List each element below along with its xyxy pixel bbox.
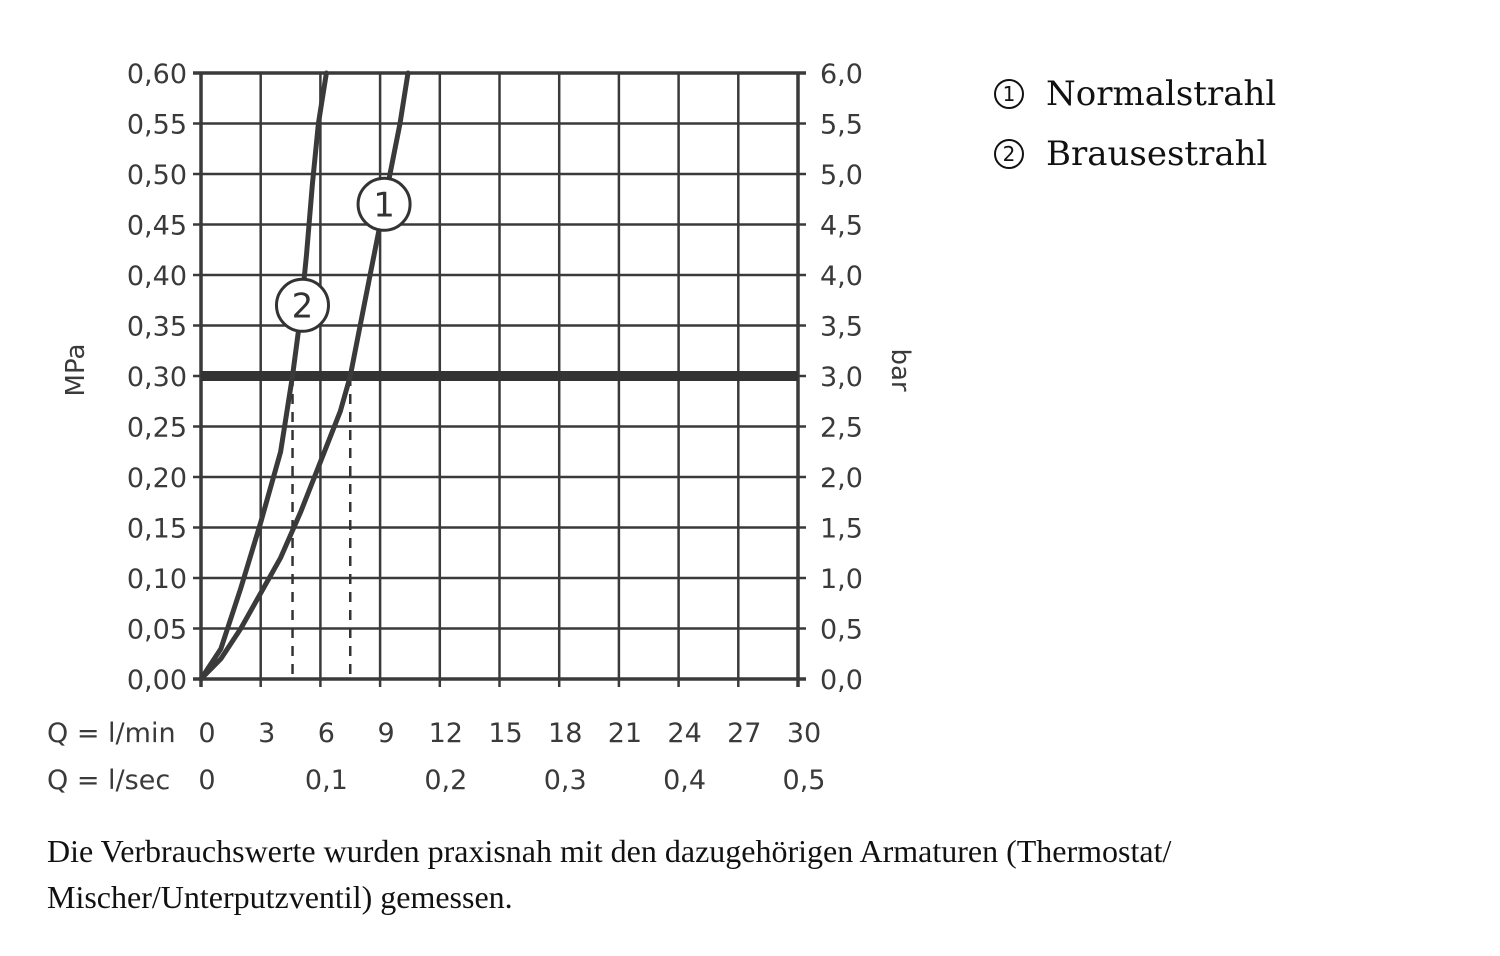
y-left-tick-label: 0,55 <box>126 109 187 141</box>
y-left-tick-label: 0,30 <box>126 362 187 393</box>
series-marker-label-1: 1 <box>373 185 395 226</box>
y-left-tick-label: 0,20 <box>126 463 187 494</box>
y-right-tick-label: 1,5 <box>820 513 863 545</box>
y-right-ticks <box>820 59 863 696</box>
legend-number-icon: 1 <box>994 79 1024 109</box>
legend <box>994 64 1276 184</box>
y-right-tick-label: 1,0 <box>820 564 863 595</box>
x-lmin-tick-label: 27 <box>727 718 762 749</box>
x-lsec-tick-label: 0,2 <box>424 765 468 796</box>
y-left-axis-title: MPa <box>61 343 91 397</box>
y-right-tick-label: 5,5 <box>820 109 863 141</box>
x-lmin-tick-label: 6 <box>317 718 335 749</box>
legend-item-brausestrahl <box>994 124 1276 184</box>
y-left-tick-label: 0,35 <box>126 311 187 343</box>
y-right-tick-label: 4,0 <box>820 261 863 292</box>
series-marker-label-2: 2 <box>291 286 314 327</box>
y-left-tick-label: 0,50 <box>126 160 187 191</box>
x-lmin-tick-label: 24 <box>667 718 702 749</box>
x-lsec-tick-label: 0,3 <box>543 765 587 796</box>
y-right-tick-label: 0,5 <box>820 614 863 646</box>
y-left-tick-label: 0,05 <box>126 614 187 646</box>
legend-number-icon: 2 <box>994 139 1024 169</box>
y-right-tick-label: 3,5 <box>820 311 863 343</box>
y-left-ticks <box>127 59 187 696</box>
y-left-tick-label: 0,40 <box>126 261 187 292</box>
x-lsec-tick-label: 0,5 <box>782 765 826 796</box>
y-left-tick-label: 0,00 <box>126 665 187 696</box>
y-left-tick-label: 0,10 <box>126 564 187 595</box>
y-right-axis-title: bar <box>885 348 915 392</box>
y-right-tick-label: 0,0 <box>820 665 863 696</box>
curve-markers <box>276 178 410 331</box>
legend-label: Normalstrahl <box>1046 74 1277 114</box>
x-ticks-lsec <box>198 765 825 796</box>
y-right-tick-label: 2,5 <box>820 412 863 444</box>
x-ticks-lmin <box>198 718 821 749</box>
y-left-tick-label: 0,60 <box>126 59 187 90</box>
x-lmin-tick-label: 3 <box>258 718 276 749</box>
x-lmin-tick-label: 30 <box>786 718 822 749</box>
y-left-tick-label: 0,15 <box>126 513 187 545</box>
x-lsec-tick-label: 0,1 <box>304 765 348 796</box>
x-lsec-tick-label: 0 <box>198 765 216 796</box>
y-left-tick-label: 0,25 <box>126 412 187 444</box>
legend-item-normalstrahl <box>994 64 1276 124</box>
legend-label: Brausestrahl <box>1046 134 1268 174</box>
x-lmin-tick-label: 12 <box>428 718 463 749</box>
x-lmin-tick-label: 18 <box>548 718 583 749</box>
y-right-tick-label: 6,0 <box>820 59 863 90</box>
y-right-tick-label: 3,0 <box>820 362 863 393</box>
x-row1-label: Q = l/min <box>47 718 176 749</box>
y-right-tick-label: 4,5 <box>820 210 863 242</box>
x-lmin-tick-label: 0 <box>198 718 216 749</box>
y-left-tick-label: 0,45 <box>126 210 187 242</box>
footnote: Die Verbrauchswerte wurden praxisnah mit den dazugehörigen Armaturen (Thermostat/ Mischer/Unterputzventil) gemessen. <box>47 833 1172 915</box>
x-lmin-tick-label: 9 <box>377 718 395 749</box>
x-lmin-tick-label: 15 <box>488 718 523 749</box>
y-right-tick-label: 2,0 <box>820 463 863 494</box>
x-lsec-tick-label: 0,4 <box>663 765 707 796</box>
x-row2-label: Q = l/sec <box>47 765 171 796</box>
y-right-tick-label: 5,0 <box>820 160 863 191</box>
x-lmin-tick-label: 21 <box>607 718 643 749</box>
